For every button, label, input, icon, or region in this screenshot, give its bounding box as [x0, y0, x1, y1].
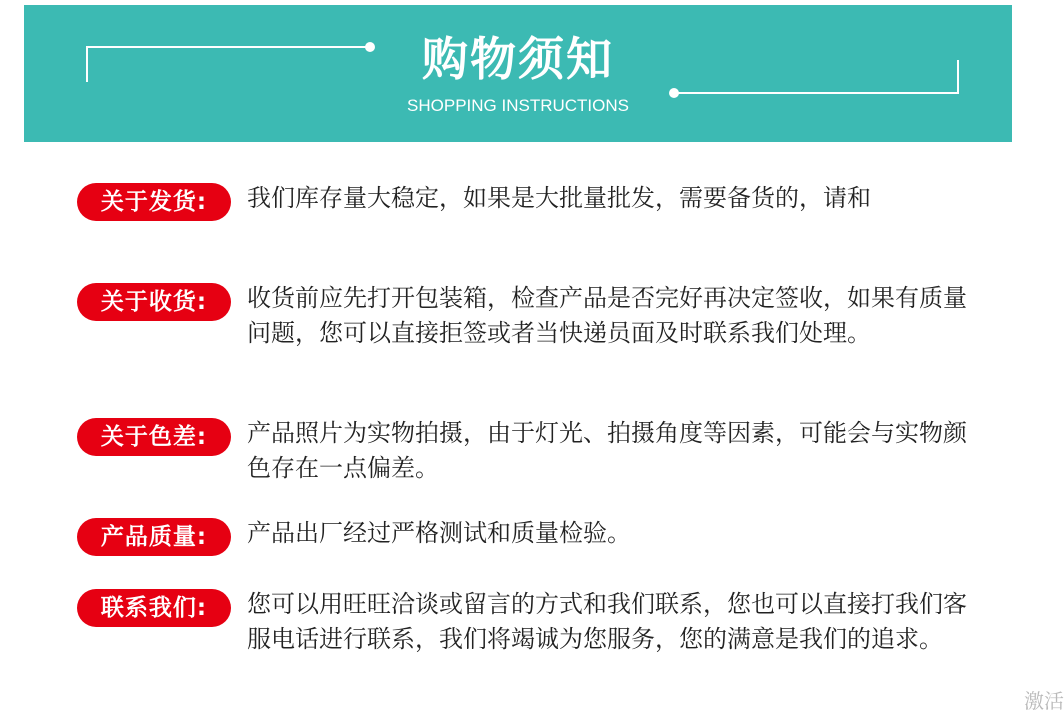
- item-badge: 关于发货:: [77, 183, 231, 221]
- item-text: 产品出厂经过严格测试和质量检验。: [247, 519, 631, 547]
- watermark: 激活: [1024, 689, 1064, 713]
- item-badge: 联系我们:: [77, 589, 231, 627]
- item-text: 您可以用旺旺洽谈或留言的方式和我们联系，您也可以直接打我们客服电话进行联系，我们将竭诚为您服务，您的满意是我们的追求。: [247, 590, 967, 653]
- page-subtitle: SHOPPING INSTRUCTIONS: [407, 96, 629, 115]
- item-text: 收货前应先打开包装箱，检查产品是否完好再决定签收，如果有质量问题，您可以直接拒签或者当快递员面及时联系我们处理。: [247, 284, 967, 347]
- item-badge: 关于收货:: [77, 283, 231, 321]
- item-text: 产品照片为实物拍摄，由于灯光、拍摄角度等因素，可能会与实物颜色存在一点偏差。: [247, 419, 967, 482]
- page-title: 购物须知: [422, 32, 614, 86]
- item-badge: 关于色差:: [77, 418, 231, 456]
- item-text: 我们库存量大稳定，如果是大批量批发，需要备货的，请和: [247, 184, 871, 212]
- header-banner: [24, 5, 1012, 142]
- decorative-line: [674, 92, 959, 94]
- item-badge: 产品质量:: [77, 518, 231, 556]
